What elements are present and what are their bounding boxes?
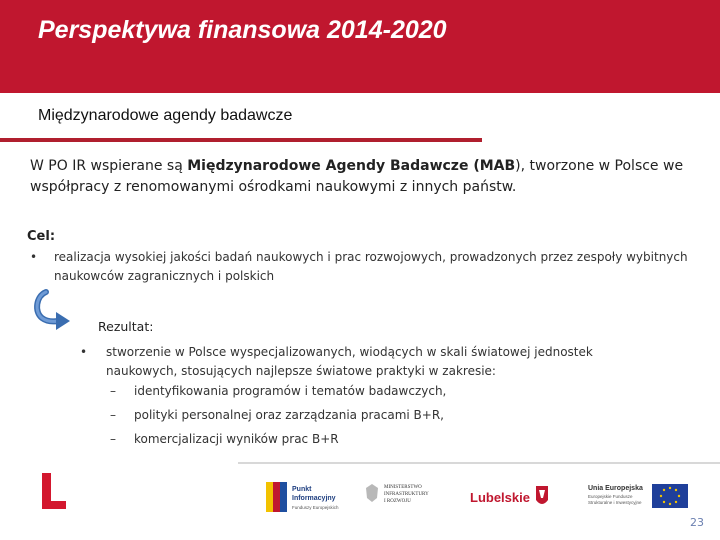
list-item xyxy=(110,432,339,446)
punkt-line-3: Funduszy Europejskich xyxy=(292,505,339,510)
ministerstwo-line-3: I ROZWOJU xyxy=(384,499,411,504)
result-text: stworzenie w Polsce wyspecjalizowanych, wiodących w skali światowej jednostek naukowych, stosujących najlepsze światowe praktyki w zakresie: xyxy=(106,345,593,378)
ministerstwo-line-2: INFRASTRUKTURY xyxy=(384,492,429,497)
list-item-text: komercjalizacji wyników prac B+R xyxy=(134,432,339,446)
intro-text-end: ), tworzone w Polsce we współpracy z renomowanymi ośrodkami naukowymi z innych państw. xyxy=(30,158,684,195)
intro-text-bold: Międzynarodowe Agendy Badawcze (MAB xyxy=(187,158,516,174)
intro-text-start: W PO IR wspierane są xyxy=(30,158,188,174)
footer-divider xyxy=(238,462,720,464)
curved-arrow-icon xyxy=(30,288,76,332)
page-number: 23 xyxy=(690,516,704,529)
ue-line-2: Europejskie Fundusze xyxy=(588,494,633,499)
punkt-line-1: Punkt xyxy=(292,486,312,493)
list-dash: – xyxy=(110,384,116,398)
punkt-line-2: Informacyjny xyxy=(292,495,336,502)
list-item-text: identyfikowania programów i tematów badawczych, xyxy=(134,384,447,398)
l-logo-icon xyxy=(38,471,68,511)
intro-paragraph xyxy=(30,156,710,198)
lubelskie-logo xyxy=(470,486,548,505)
list-dash: – xyxy=(110,408,116,422)
list-item xyxy=(110,384,446,398)
subtitle-underline xyxy=(0,138,482,142)
result-label: Rezultat: xyxy=(98,319,154,334)
goal-text: realizacja wysokiej jakości badań naukowych i prac rozwojowych, prowadzonych przez zespoły wybitnych naukowców zagranicznych i polskich xyxy=(54,250,688,283)
result-bullet: • xyxy=(80,345,88,359)
goal-bullet: • xyxy=(30,250,38,264)
list-item-text: polityki personalnej oraz zarządzania pracami B+R, xyxy=(134,408,444,422)
punkt-informacyjny-logo xyxy=(266,482,339,512)
ministerstwo-logo xyxy=(366,484,429,504)
ue-line-1: Unia Europejska xyxy=(588,485,643,492)
list-item xyxy=(110,408,444,422)
unia-europejska-logo xyxy=(588,484,688,508)
list-dash: – xyxy=(110,432,116,446)
ministerstwo-line-1: MINISTERSTWO xyxy=(384,485,422,490)
header-bar xyxy=(0,0,720,93)
goal-label: Cel: xyxy=(27,229,56,244)
footer-logos xyxy=(250,472,720,527)
ue-line-3: Strukturalne i Inwestycyjne xyxy=(588,500,642,505)
section-subtitle: Międzynarodowe agendy badawcze xyxy=(38,107,293,124)
lubelskie-text: Lubelskie xyxy=(470,490,530,505)
page-title: Perspektywa finansowa 2014-2020 xyxy=(38,16,447,44)
